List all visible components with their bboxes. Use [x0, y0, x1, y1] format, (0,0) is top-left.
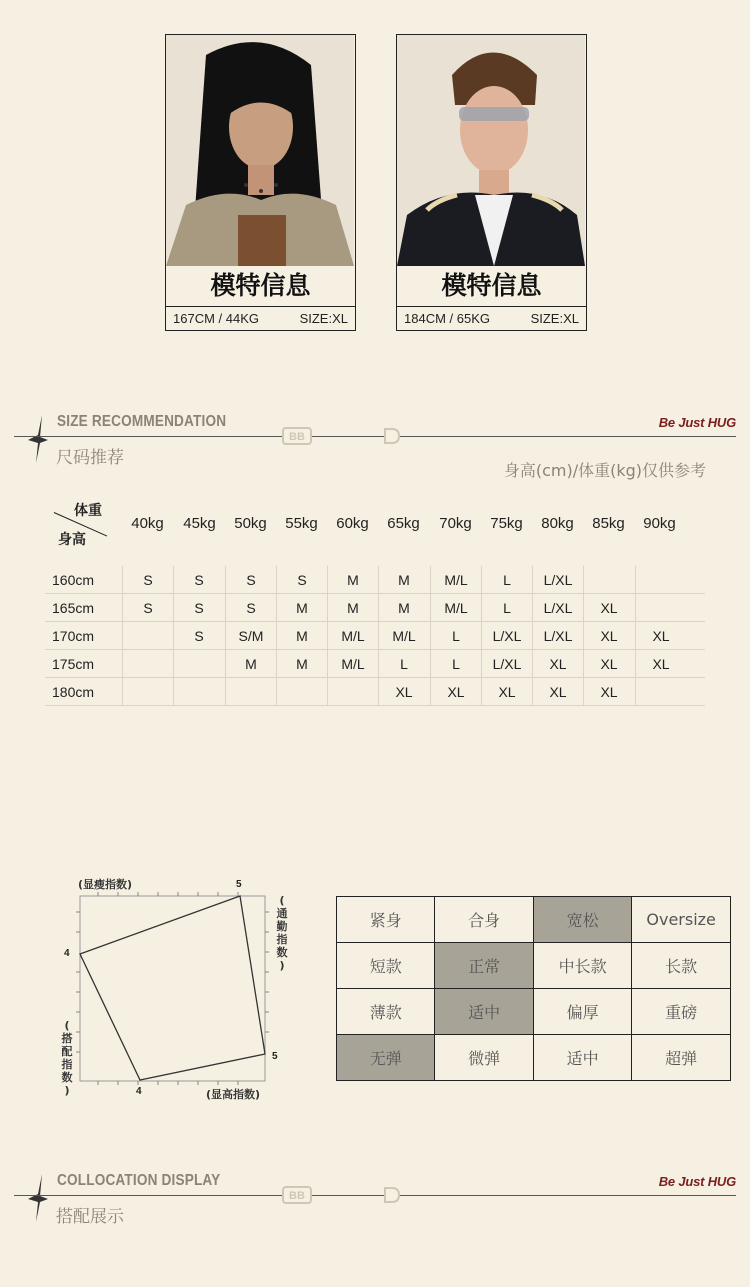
model-photo-male [397, 35, 585, 266]
size-cell: M/L [430, 594, 481, 622]
fit-loose-cell-selected: 宽松 [533, 897, 631, 943]
sparkle-icon [26, 413, 48, 465]
size-cell: XL [481, 678, 532, 706]
stretch-super-cell: 超弹 [632, 1035, 731, 1081]
thickness-heavy-cell: 重磅 [632, 989, 731, 1035]
height-cell: 170cm [52, 628, 95, 644]
height-cell: 175cm [52, 656, 95, 672]
size-cell [173, 678, 224, 706]
weight-header: 60kg [336, 515, 369, 532]
section-title-zh: 搭配展示 [56, 1207, 124, 1227]
collocation-section-header [0, 1172, 750, 1232]
size-cell: S [173, 566, 224, 594]
table-row [337, 989, 731, 1035]
height-cell: 180cm [52, 684, 95, 700]
length-short-cell: 短款 [337, 943, 435, 989]
size-cell: L [430, 650, 481, 678]
brand-mark-icon [282, 1186, 312, 1204]
table-row [45, 678, 705, 706]
height-axis-label: 身高 [58, 532, 86, 548]
size-cell: S [122, 594, 173, 622]
size-cell: S/M [225, 622, 276, 650]
model-size: SIZE:XL [299, 311, 348, 326]
model-card-female [165, 34, 356, 331]
fit-tight-cell: 紧身 [337, 897, 435, 943]
index-polygon [80, 896, 265, 1080]
weight-header: 55kg [285, 515, 318, 532]
size-cell: M/L [327, 622, 378, 650]
model-info-title: 模特信息 [210, 271, 311, 300]
size-cell: S [225, 566, 276, 594]
size-cell: M/L [327, 650, 378, 678]
right-index-value: 5 [272, 1051, 278, 1062]
weight-header: 40kg [131, 515, 164, 532]
size-table-header [0, 503, 750, 553]
table-row [45, 566, 705, 594]
size-cell: M [378, 566, 429, 594]
table-row [337, 897, 731, 943]
size-cell [327, 678, 378, 706]
table-row [45, 650, 705, 678]
size-cell [122, 678, 173, 706]
reference-note: 身高(cm)/体重(kg)仅供参考 [503, 461, 706, 480]
weight-header: 90kg [643, 515, 676, 532]
length-long-cell: 长款 [632, 943, 731, 989]
weight-axis-label: 体重 [74, 503, 102, 519]
weight-header: 85kg [592, 515, 625, 532]
fit-regular-cell: 合身 [435, 897, 533, 943]
size-cell: M/L [378, 622, 429, 650]
model-card-male [396, 34, 587, 331]
stretch-none-cell-selected: 无弹 [337, 1035, 435, 1081]
stretch-medium-cell: 适中 [533, 1035, 631, 1081]
brand-logo: Be Just HUG [658, 415, 736, 430]
size-cell [276, 678, 327, 706]
slim-index-value: 5 [236, 879, 242, 890]
size-cell: S [225, 594, 276, 622]
model-info-row [166, 306, 355, 331]
size-cell: L [481, 566, 532, 594]
size-cell: XL [378, 678, 429, 706]
size-cell [122, 650, 173, 678]
svg-text:BB: BB [289, 1190, 305, 1202]
size-cell: XL [532, 650, 583, 678]
brand-mark-outline-icon [383, 1186, 401, 1204]
model-measurements: 167CM / 44KG [173, 311, 259, 326]
size-cell: M [378, 594, 429, 622]
size-cell: S [276, 566, 327, 594]
size-cell: L [430, 622, 481, 650]
model-photo-female [166, 35, 354, 266]
section-divider [14, 436, 736, 437]
section-divider [14, 1195, 736, 1196]
size-cell: M [225, 650, 276, 678]
size-cell: XL [635, 650, 686, 678]
size-cell [635, 594, 686, 622]
fit-oversize-cell: Oversize [632, 897, 731, 943]
size-table [45, 566, 705, 706]
size-cell: L/XL [481, 650, 532, 678]
length-midlong-cell: 中长款 [533, 943, 631, 989]
model-info-row [397, 306, 586, 331]
table-row [337, 943, 731, 989]
table-row [45, 622, 705, 650]
size-cell: XL [635, 622, 686, 650]
size-cell: S [173, 594, 224, 622]
section-title-en: COLLOCATION DISPLAY [57, 1172, 221, 1189]
size-cell: XL [430, 678, 481, 706]
size-cell: L [378, 650, 429, 678]
size-cell: XL [532, 678, 583, 706]
weight-header: 45kg [183, 515, 216, 532]
model-info-title: 模特信息 [441, 271, 542, 300]
size-cell: M [276, 622, 327, 650]
size-cell [173, 650, 224, 678]
brand-mark-icon [282, 427, 312, 445]
size-cell: XL [583, 594, 634, 622]
size-cell: XL [583, 678, 634, 706]
length-normal-cell-selected: 正常 [435, 943, 533, 989]
size-cell: S [173, 622, 224, 650]
size-cell: L/XL [532, 622, 583, 650]
size-cell: L [481, 594, 532, 622]
brand-mark-outline-icon [383, 427, 401, 445]
fabric-attribute-table [336, 896, 731, 1081]
table-row [45, 594, 705, 622]
commute-index-label: ( 通 勤 指 数 ) [276, 894, 288, 972]
match-index-label: ( 搭 配 指 数 ) [61, 1019, 73, 1097]
fit-index-chart [58, 872, 298, 1107]
size-cell [635, 678, 686, 706]
size-cell: XL [583, 650, 634, 678]
height-cell: 165cm [52, 600, 95, 616]
thickness-medium-cell-selected: 适中 [435, 989, 533, 1035]
table-corner-cell [54, 503, 109, 547]
size-cell: M [276, 594, 327, 622]
left-index-value: 4 [64, 948, 70, 959]
section-title-zh: 尺码推荐 [56, 448, 124, 468]
brand-logo: Be Just HUG [658, 1174, 736, 1189]
size-cell: M/L [430, 566, 481, 594]
bottom-index-value: 4 [136, 1086, 142, 1097]
table-row [337, 1035, 731, 1081]
size-cell: M [327, 594, 378, 622]
index-chart-svg [58, 872, 298, 1107]
svg-text:BB: BB [289, 431, 305, 443]
size-cell: S [122, 566, 173, 594]
model-measurements: 184CM / 65KG [404, 311, 490, 326]
sparkle-icon [26, 1172, 48, 1224]
size-cell: L/XL [532, 566, 583, 594]
size-cell: M [276, 650, 327, 678]
weight-header: 50kg [234, 515, 267, 532]
slim-index-label: (显瘦指数) [78, 878, 133, 891]
weight-header: 70kg [439, 515, 472, 532]
model-size: SIZE:XL [530, 311, 579, 326]
size-cell [122, 622, 173, 650]
size-cell [225, 678, 276, 706]
weight-header: 65kg [387, 515, 420, 532]
height-index-label: (显高指数) [206, 1088, 261, 1101]
weight-header: 75kg [490, 515, 523, 532]
size-cell: M [327, 566, 378, 594]
size-cell: XL [583, 622, 634, 650]
thickness-thick-cell: 偏厚 [533, 989, 631, 1035]
size-cell: L/XL [532, 594, 583, 622]
stretch-slight-cell: 微弹 [435, 1035, 533, 1081]
section-title-en: SIZE RECOMMENDATION [57, 413, 227, 430]
size-cell [635, 566, 686, 594]
size-cell [583, 566, 634, 594]
size-cell: L/XL [481, 622, 532, 650]
thickness-thin-cell: 薄款 [337, 989, 435, 1035]
height-cell: 160cm [52, 572, 95, 588]
weight-header: 80kg [541, 515, 574, 532]
